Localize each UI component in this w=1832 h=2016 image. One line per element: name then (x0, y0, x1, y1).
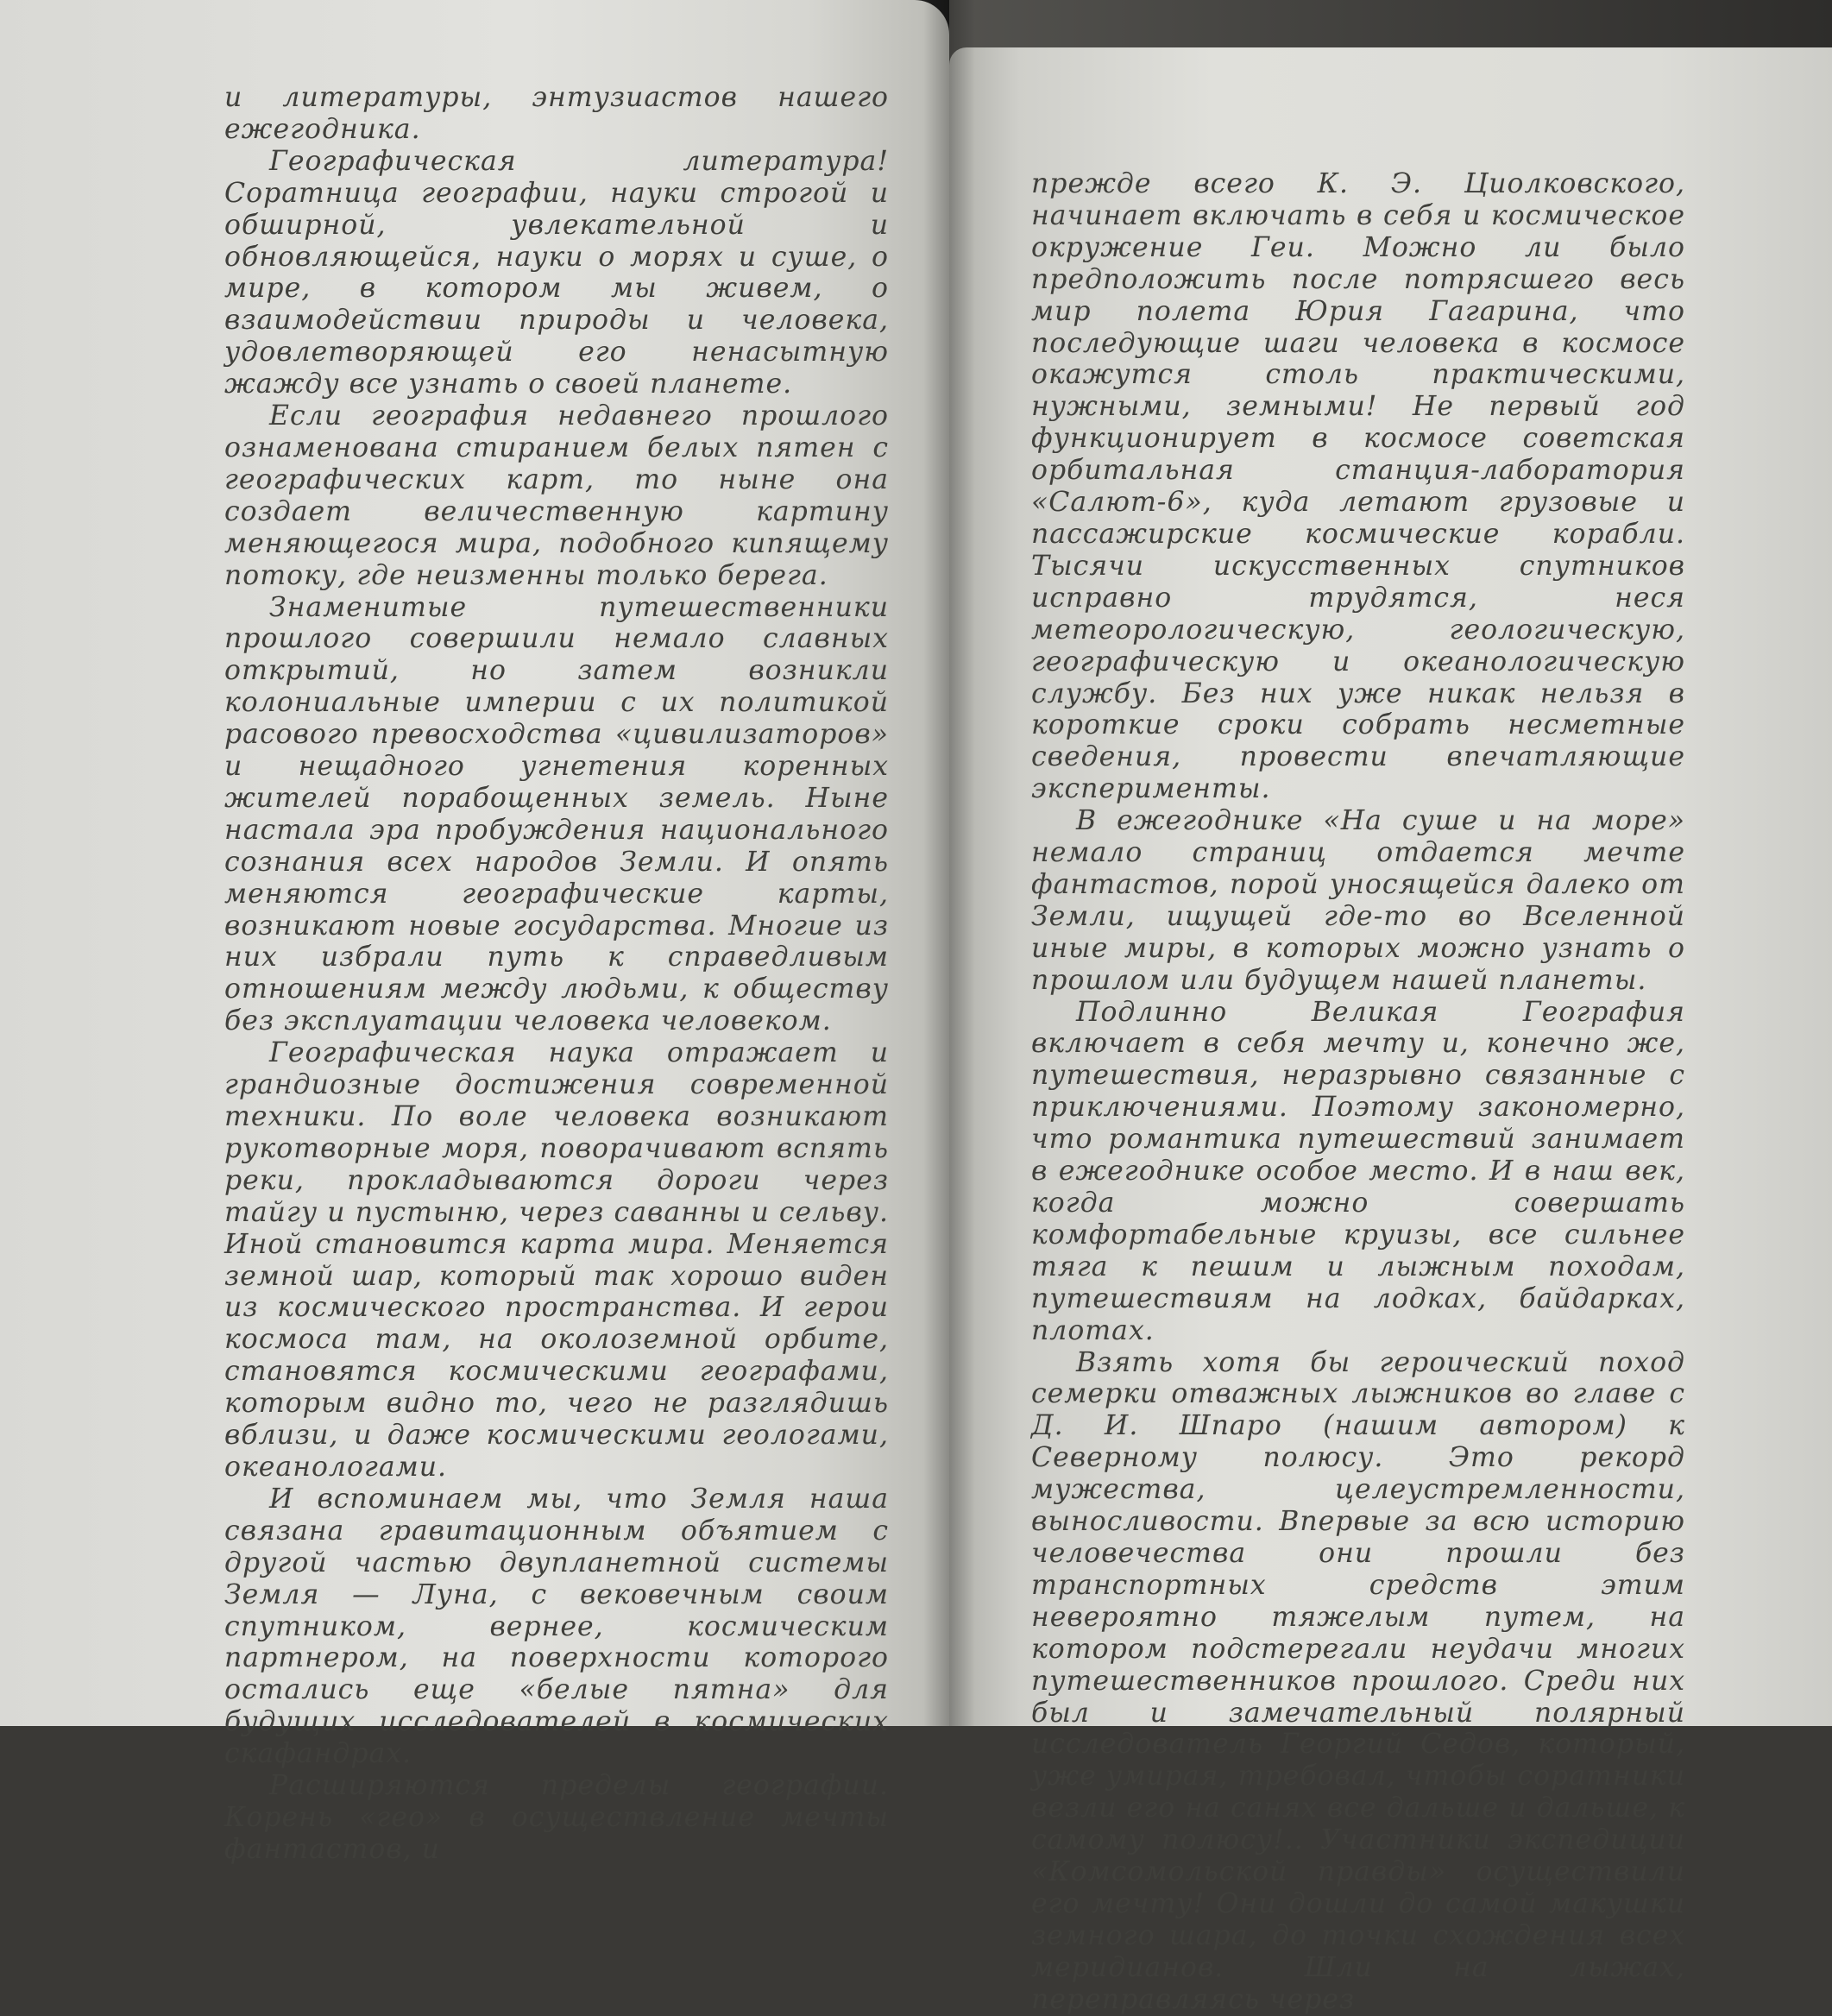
left-paragraph-3: Если география недавнего прошлого ознаменована стиранием белых пятен с географических карт, то ныне она создает величественную картину меняющегося мира, подобного кипящему потоку, где неизменны только берега. (224, 400, 889, 591)
left-paragraph-4: Знаменитые путешественники прошлого совершили немало славных открытий, но затем возникли колониальные империи с их политикой расового превосходства «цивилизаторов» и нещадного угнетения коренных жителей порабощенных земель. Ныне настала эра пробуждения национального сознания всех народов Земли. И опять меняются географические карты, возникают новые государства. Многие из них избрали путь к справедливым отношениям между людьми, к обществу без эксплуатации человека человеком. (224, 591, 889, 1037)
right-paragraph-2: В ежегоднике «На суше и на море» немало страниц отдается мечте фантастов, порой уносящейся далеко от Земли, ищущей где-то во Вселенной иные миры, в которых можно узнать о прошлом или будущем нашей планеты. (1031, 805, 1685, 996)
left-paragraph-1: и литературы, энтузиастов нашего ежегодника. (224, 82, 889, 145)
left-page (0, 0, 949, 1865)
right-paragraph-4: Взять хотя бы героический поход семерки отважных лыжников во главе с Д. И. Шпаро (нашим автором) к Северному полюсу. Это рекорд мужества, целеустремленности, выносливости. Впервые за всю историю человечества они прошли без транспортных средств этим невероятно тяжелым путем, на котором подстерегали неудачи многих путешественников прошлого. Среди них был и замечательный полярный исследователь Георгий Седов, который, уже умирая, требовал, чтобы соратники везли его на санях все дальше и дальше, к самому полюсу!.. Участники экспедиции «Комсомольской правды» осуществили его мечту! Они дошли до самой макушки земного шара, до точки схождения всех меридианов. Шли на лыжах, переправляясь через (1031, 1346, 1685, 2015)
left-paragraph-2: Географическая литература! Соратница географии, науки строгой и обширной, увлекательной и обновляющейся, науки о морях и суше, о мире, в котором мы живем, о взаимодействии природы и человека, удовлетворяющей его ненасытную жажду все узнать о своей планете. (224, 145, 889, 400)
right-paragraph-3: Подлинно Великая География включает в себя мечту и, конечно же, путешествия, неразрывно связанные с приключениями. Поэтому закономерно, что романтика путешествий занимает в ежегоднике особое место. И в наш век, когда можно совершать комфортабельные круизы, все сильнее тяга к пешим и лыжным походам, путешествиям на лодках, байдарках, плотах. (1031, 996, 1685, 1346)
left-paragraph-5: Географическая наука отражает и грандиозные достижения современной техники. По воле человека возникают рукотворные моря, поворачивают вспять реки, прокладываются дороги через тайгу и пустыню, через саванны и сельву. Иной становится карта мира. Меняется земной шар, который так хорошо виден из космического пространства. И герои космоса там, на околоземной орбите, становятся космическими географами, которым видно то, чего не разглядишь вблизи, и даже космическими геологами, океанологами. (224, 1037, 889, 1483)
right-page (949, 47, 1832, 2015)
left-paragraph-7: Расширяются пределы географии. Корень «гео» в осуществление мечты фантастов, и (224, 1770, 889, 1865)
right-paragraph-1: прежде всего К. Э. Циолковского, начинает включать в себя и космическое окружение Геи. Можно ли было предположить после потрясшего весь мир полета Юрия Гагарина, что последующие шаги человека в космосе окажутся столь практическими, нужными, земными! Не первый год функционирует в космосе советская орбитальная станция-лаборатория «Салют-6», куда летают грузовые и пассажирские космические корабли. Тысячи искусственных спутников исправно трудятся, неся метеорологическую, геологическую, географическую и океанологическую службу. Без них уже никак нельзя в короткие сроки собрать несметные сведения, провести впечатляющие эксперименты. (1031, 168, 1685, 805)
left-paragraph-6: И вспоминаем мы, что Земля наша связана гравитационным объятием с другой частью двупланетной системы Земля — Луна, с вековечным своим спутником, вернее, космическим партнером, на поверхности которого остались еще «белые пятна» для будущих исследователей в космических скафандрах. (224, 1483, 889, 1770)
